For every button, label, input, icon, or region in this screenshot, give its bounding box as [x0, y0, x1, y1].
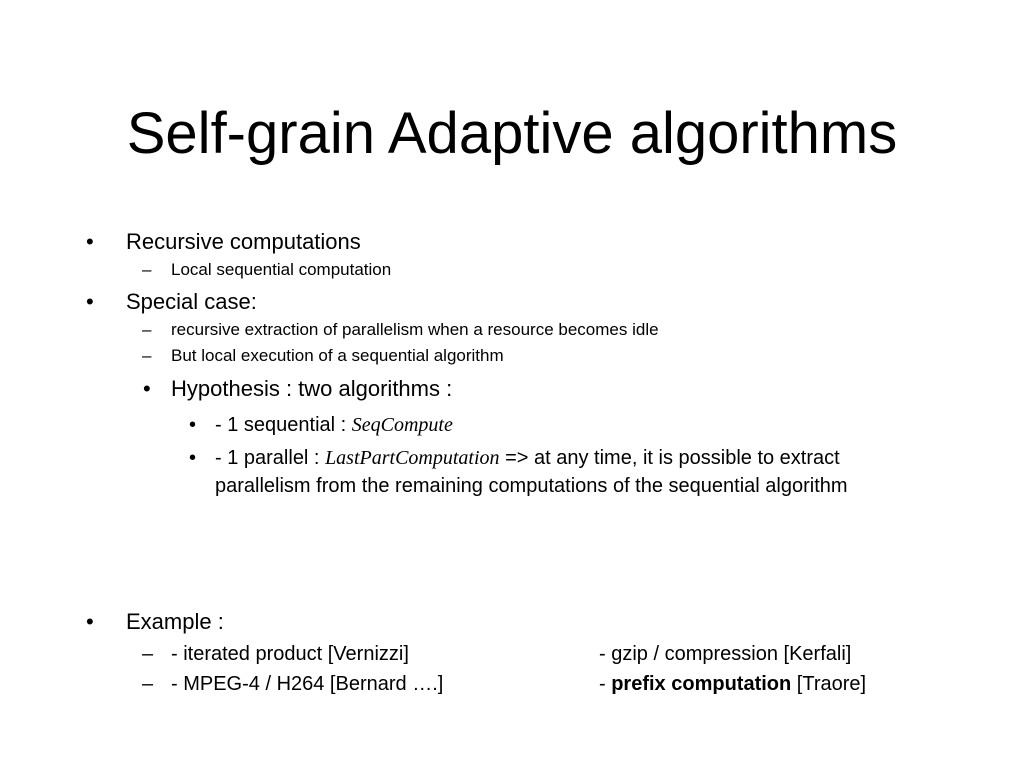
- parallel-prefix: - 1 parallel :: [215, 447, 326, 469]
- slide-title: Self-grain Adaptive algorithms: [126, 101, 898, 166]
- example-prefix-computation: [599, 670, 866, 698]
- dash-marker: –: [142, 643, 154, 665]
- example-mpeg4: - MPEG-4 / H264 [Bernard ….]: [171, 673, 444, 695]
- bullet-hypothesis: Hypothesis : two algorithms :: [171, 376, 453, 401]
- bullet-special-case: Special case:: [126, 289, 257, 314]
- seqcompute-name: SeqCompute: [351, 414, 453, 436]
- bullet-marker: •: [86, 609, 94, 634]
- dash-marker: –: [142, 260, 152, 279]
- example-gzip: - gzip / compression [Kerfali]: [599, 643, 852, 665]
- bullet-sequential: [215, 411, 453, 439]
- sequential-prefix: - 1 sequential :: [215, 414, 352, 436]
- lastpartcomputation-name: LastPartComputation: [325, 447, 500, 469]
- bullet-example: Example :: [126, 609, 224, 634]
- example-iterated-product: - iterated product [Vernizzi]: [171, 643, 409, 665]
- bullet-marker: •: [86, 229, 94, 254]
- prefix-dash: -: [599, 673, 612, 695]
- bullet-marker: •: [189, 447, 197, 469]
- prefix-author: [Traore]: [791, 673, 867, 695]
- dash-marker: –: [142, 346, 152, 365]
- dash-marker: –: [142, 673, 154, 695]
- bullet-marker: •: [143, 376, 151, 401]
- bullet-recursive-computations: Recursive computations: [126, 229, 361, 254]
- bullet-parallel: [215, 444, 930, 500]
- subbullet-local-execution: But local execution of a sequential algorithm: [171, 346, 504, 365]
- bullet-marker: •: [189, 414, 197, 436]
- subbullet-recursive-extraction: recursive extraction of parallelism when a resource becomes idle: [171, 320, 659, 339]
- dash-marker: –: [142, 320, 152, 339]
- parallel-suffix: => at any time, it is possible to extract parallelism from the remaining computations of the sequential algorithm: [215, 447, 848, 497]
- prefix-computation-bold: prefix computation: [611, 673, 792, 695]
- subbullet-local-sequential: Local sequential computation: [171, 260, 392, 279]
- bullet-marker: •: [86, 289, 94, 314]
